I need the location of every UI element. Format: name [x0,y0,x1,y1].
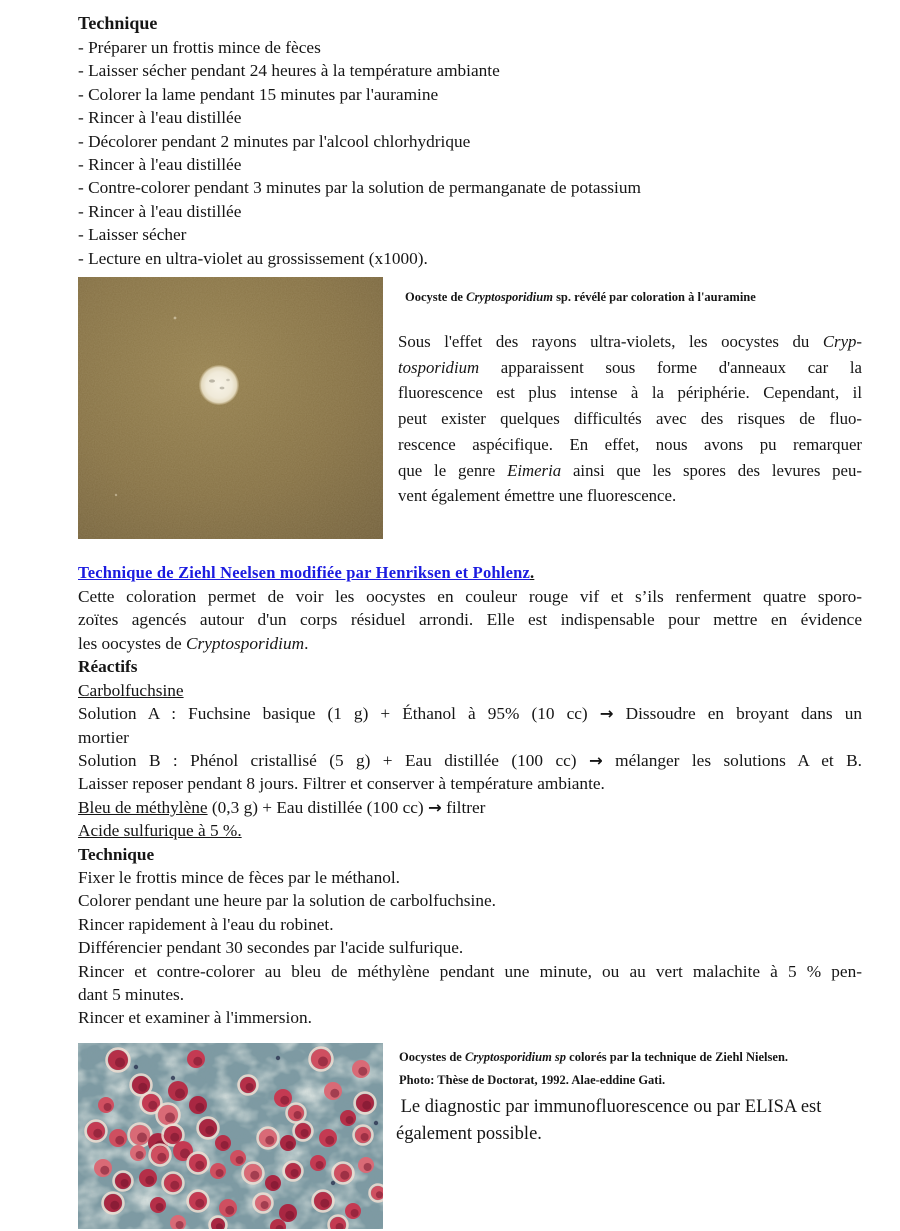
text-line: Acide sulfurique à 5 %. [78,821,242,841]
text-line: rescence aspécifique. En effet, nous avons pu remarquer [398,434,862,454]
auramine-paragraph [398,329,862,509]
section-heading-technique: Technique [78,13,158,33]
text-line: Rincer et contre-colorer au bleu de méthylène pendant une minute, ou au vert malachite à 5 % pen- [78,961,862,981]
text-line: Fixer le frottis mince de fèces par le méthanol. [78,867,400,887]
text-line: Oocyste de Cryptosporidium sp. révélé par coloration à l'auramine [405,290,756,305]
text-line: Laisser reposer pendant 8 jours. Filtrer et conserver à température ambiante. [78,774,605,794]
text-line: - Lecture en ultra-violet au grossissement (x1000). [78,248,428,268]
text-line: peut exister quelques difficultés avec des risques de fluo- [398,409,862,429]
auramine-photo [78,277,383,539]
text-line: Technique [78,844,155,864]
text-line: vent également émettre une fluorescence. [398,486,677,506]
text-line: dant 5 minutes. [78,984,185,1004]
text-line: - Préparer un frottis mince de fèces [78,38,321,57]
ziehl-intro-paragraph [78,585,862,655]
text-line: tosporidium apparaissent sous forme d'anneaux car la [398,357,862,377]
text-line: - Laisser sécher pendant 24 heures à la température ambiante [78,61,500,81]
text-line: - Rincer à l'eau distillée [78,201,242,221]
text-line: Carbolfuchsine [78,680,184,700]
text-line: Rincer et examiner à l'immersion. [78,1008,312,1028]
ziehl-caption [396,1046,862,1092]
text-line: - Contre-colorer pendant 3 minutes par la solution de permanganate de potassium [78,178,641,198]
ziehl-section-heading [78,560,862,585]
text-line: Oocystes de Cryptosporidium sp colorés par la technique de Ziehl Nielsen. [399,1049,789,1064]
text-line: que le genre Eimeria ainsi que les spores des levures peu- [398,460,862,480]
text-line: Solution B : Phénol cristallisé (5 g) + Eau distillée (100 cc) → mélanger les solutions A et B. [78,750,862,770]
auramine-steps-list [78,36,862,270]
text-line: Réactifs [78,657,138,677]
elisa-note [396,1094,862,1148]
text-line: également possible. [396,1123,542,1144]
text-line: Technique de Ziehl Neelsen modifiée par Henriksen et Pohlenz. [78,563,535,583]
text-line: Photo: Thèse de Doctorat, 1992. Alae-eddine Gati. [399,1072,666,1087]
text-line: Bleu de méthylène (0,3 g) + Eau distillée (100 cc) → filtrer [78,797,486,817]
oocyst-spot [199,365,239,405]
text-line: Rincer rapidement à l'eau du robinet. [78,914,334,934]
text-line: zoïtes agencés autour d'un corps résiduel arrondi. Elle est indispensable pour mettre en évidence [78,610,862,630]
text-line: - Décolorer pendant 2 minutes par l'alcool chlorhydrique [78,131,471,151]
text-line: - Rincer à l'eau distillée [78,108,242,128]
text-line: fluorescence est plus intense à la périphérie. Cependant, il [398,383,862,403]
text-line: mortier [78,727,129,747]
ziehl-figure-row [78,1043,862,1229]
auramine-figure-row [78,277,862,539]
text-line: - Colorer la lame pendant 15 minutes par l'auramine [78,84,439,104]
auramine-figure-text [398,277,862,539]
text-line: Colorer pendant une heure par la solution de carbolfuchsine. [78,891,496,911]
text-line: Différencier pendant 30 secondes par l'acide sulfurique. [78,938,464,958]
ziehl-figure-text [396,1043,862,1229]
auramine-caption [398,286,862,309]
text-line: les oocystes de Cryptosporidium. [78,633,309,653]
text-line: Cette coloration permet de voir les oocystes en couleur rouge vif et s’ils renferment quatre sporo- [78,587,862,607]
text-line: - Laisser sécher [78,225,187,245]
text-line: - Rincer à l'eau distillée [78,155,242,175]
ziehl-photo [78,1043,383,1229]
text-line: Le diagnostic par immunofluorescence ou par ELISA est [396,1096,822,1117]
text-line: Sous l'effet des rayons ultra-violets, les oocystes du Cryp- [398,332,862,352]
text-line: Solution A : Fuchsine basique (1 g) + Éthanol à 95% (10 cc) → Dissoudre en broyant dans un [78,704,862,724]
ziehl-body-text [78,655,862,1030]
